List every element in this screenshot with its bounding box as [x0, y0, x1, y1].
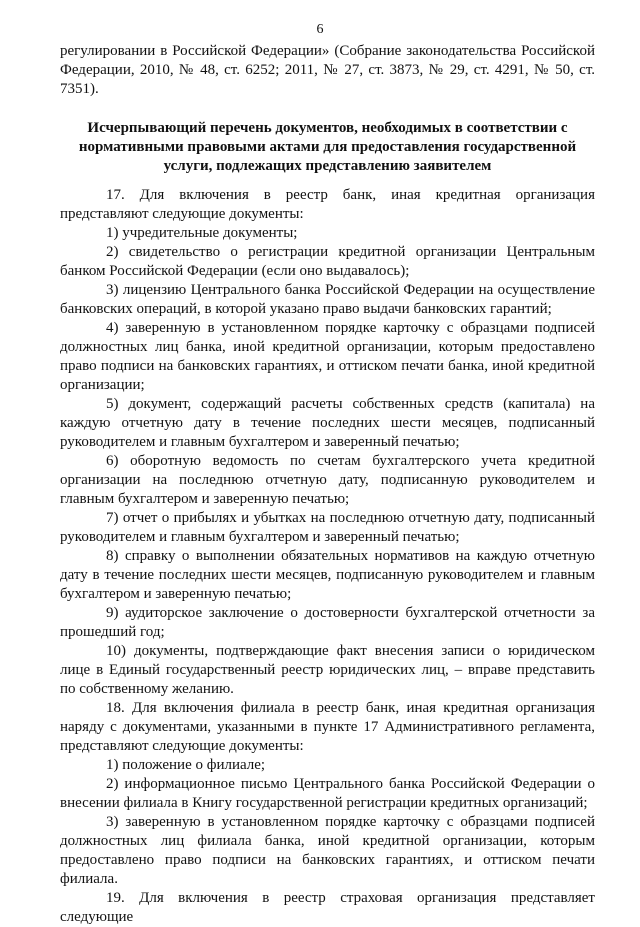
list-item: 2) информационное письмо Центрального банка Российской Федерации о внесении филиала в Книгу государственной регистрации кредитных организаций;: [60, 776, 595, 811]
list-item: 1) положение о филиале;: [106, 757, 266, 773]
page-content: [60, 42, 595, 927]
list-item: 9) аудиторское заключение о достоверности бухгалтерской отчетности за прошедший год;: [60, 605, 595, 640]
list-item: 4) заверенную в установленном порядке карточку с образцами подписей должностных лиц банка, иной кредитной организации, которым предоставлено право подписи на банковских гарантиях, и оттиском печати банка, иной кредитной организации;: [60, 320, 595, 393]
list-item: 10) документы, подтверждающие факт внесения записи о юридическом лице в Единый государственный реестр юридических лиц, – вправе представить по собственному желанию.: [60, 643, 595, 697]
list-item: 7) отчет о прибылях и убытках на последнюю отчетную дату, подписанный руководителем и главным бухгалтером и заверенный печатью;: [60, 510, 595, 545]
list-item: 3) лицензию Центрального банка Российской Федерации на осуществление банковских операций, в которой указано право выдачи банковских гарантий;: [60, 282, 595, 317]
page-number: 6: [316, 22, 324, 37]
intro-continuation: регулировании в Российской Федерации» (Собрание законодательства Российской Федерации, 2010, № 48, ст. 6252; 2011, № 27, ст. 3873, № 29, ст. 4291, № 50, ст. 7351).: [60, 43, 595, 97]
section-heading: Исчерпывающий перечень документов, необходимых в соответствии с нормативными правовыми актами для предоставления государственной услуги, подлежащих представлению заявителем: [78, 120, 577, 174]
paragraph: 19. Для включения в реестр страховая организация представляет следующие: [60, 890, 595, 925]
paragraph: 18. Для включения филиала в реестр банк, иная кредитная организация наряду с документами, указанными в пункте 17 Административного регламента, представляют следующие документы:: [60, 700, 595, 754]
list-item: 3) заверенную в установленном порядке карточку с образцами подписей должностных лиц филиала банка, иной кредитной организации, которым предоставлено право подписи на банковских гарантиях, и оттиском печати филиала.: [60, 814, 595, 887]
list-item: 5) документ, содержащий расчеты собственных средств (капитала) на каждую отчетную дату в течение последних шести месяцев, подписанный руководителем и главным бухгалтером и заверенный печатью;: [60, 396, 595, 450]
list-item: 8) справку о выполнении обязательных нормативов на каждую отчетную дату в течение последних шести месяцев, подписанную руководителем и главным бухгалтером и заверенную печатью;: [60, 548, 595, 602]
list-item: 6) оборотную ведомость по счетам бухгалтерского учета кредитной организации на последнюю отчетную дату, подписанную руководителем и главным бухгалтером и заверенную печатью;: [60, 453, 595, 507]
paragraph: 17. Для включения в реестр банк, иная кредитная организация представляют следующие документы:: [60, 187, 595, 222]
list-item: 1) учредительные документы;: [106, 225, 298, 241]
list-item: 2) свидетельство о регистрации кредитной организации Центральным банком Российской Федерации (если оно выдавалось);: [60, 244, 595, 279]
